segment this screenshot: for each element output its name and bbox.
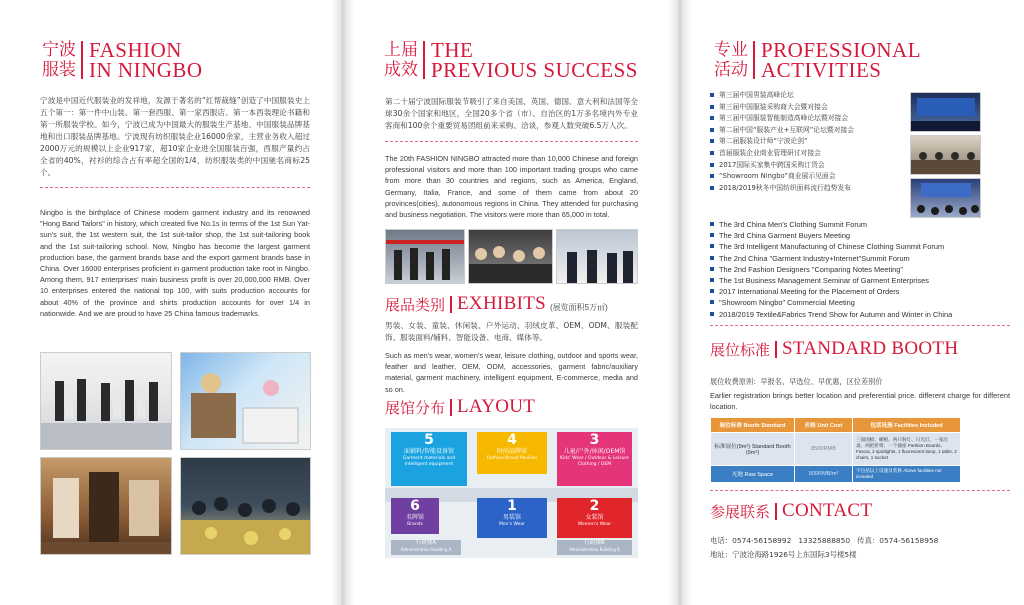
subheader-contact	[710, 500, 872, 522]
hall-number: 4	[507, 432, 517, 448]
hall-name-zh: 面辅料/智能设备馆	[403, 448, 455, 455]
exhibits-zh-text: 男装、女装、童装、休闲装、户外运动、羽绒皮革、OEM、ODM、服装配饰、服装面料/辅料、智能设备、电商、媒体等。	[385, 321, 638, 342]
dashed-divider	[710, 325, 1010, 326]
hall-name-en: Brands	[407, 522, 423, 527]
hall-name-en: Men's Wear	[498, 522, 526, 527]
header-en-line1: PROFESSIONAL	[761, 38, 922, 62]
subheader-divider	[450, 399, 452, 416]
header-zh: 宁波服装	[42, 40, 76, 80]
hall-2[interactable]	[557, 498, 632, 538]
crowd-illustration	[181, 458, 311, 555]
contact-en: CONTACT	[782, 500, 873, 521]
list-item: “Showroom Ningbo”商业展示见面会	[710, 171, 905, 183]
list-item: 第二届中国“服装产业+互联网”论坛暨对接会	[710, 125, 905, 137]
floor-plan	[385, 428, 638, 558]
admin-a-zh: 行政楼A	[415, 540, 437, 546]
photo-exhibition-stand	[180, 352, 311, 450]
hall-name-zh: 女装馆	[585, 514, 604, 521]
list-item: The 1st Business Management Seminar of Garment Enterprises	[710, 275, 1015, 286]
subheader-layout	[385, 396, 535, 418]
header-en	[761, 40, 921, 80]
photo-meeting-room	[910, 135, 981, 175]
boutique-illustration	[41, 458, 172, 555]
hall-name-zh: 男装馆	[502, 514, 521, 521]
table-cell: 不包括以上设施及装修 Above facilities not included	[853, 466, 961, 483]
list-item: The 2nd Fashion Designers "Comparing Notes Meeting"	[710, 264, 1015, 275]
list-item: The 2nd China "Garment Industry+Internet"Summit Forum	[710, 253, 1015, 264]
header-zh: 专业活动	[714, 40, 748, 80]
subheader-exhibits	[385, 293, 608, 315]
header-divider	[423, 41, 425, 79]
photo-runway-mannequins	[40, 352, 172, 450]
panel-professional-activities	[682, 0, 1024, 605]
header-en-line2: ACTIVITIES	[761, 58, 882, 82]
table-header: 包括设施 Facilities Included	[853, 418, 961, 433]
list-item: 第三届中国服装智能制造高峰论坛暨对接会	[710, 113, 905, 125]
photo-boutique-interior	[40, 457, 172, 555]
hall-5[interactable]	[391, 432, 467, 486]
contact-zh: 参展联系	[710, 502, 771, 521]
stage-illustration	[911, 93, 981, 132]
list-item: 第三届中国服装采购商大会暨对接会	[710, 102, 905, 114]
photo-ceremony	[385, 229, 465, 284]
officials-illustration	[557, 230, 638, 284]
admin-building-a	[391, 540, 461, 555]
list-item: "Showroom Ningbo" Commercial Meeting	[710, 297, 1015, 308]
contact-phone: 电话：0574-56158992 13325888850 传真：0574-56158958	[710, 536, 939, 545]
table-header: 展位标准 Booth Standard	[711, 418, 795, 433]
table-cell: 900RMB/m²	[795, 466, 853, 483]
layout-zh: 展馆分布	[385, 398, 446, 417]
page-fold-shadow	[345, 0, 355, 605]
audience-illustration	[911, 179, 981, 218]
dashed-divider	[385, 141, 638, 142]
list-item: 2017国际买家集中跨国采购订货会	[710, 160, 905, 172]
list-item: The 3rd China Men's Clothing Summit Forum	[710, 219, 1015, 230]
table-cell: 8500RMB	[795, 433, 853, 466]
intro-zh-text: 宁波是中国近代服装业的发祥地，发源于著名的“红帮裁缝”创造了中国服装史上五个第一：第一件中山装、第一套西服、第一家西服店、第一本西装理论书籍和第一所服装学校。如今，宁波已成为中国最大的服装生产基地、中国服装品牌基地和出口服装品牌基地。宁波现有纺织服装企业16000余家，主营业务收入超过2000万元的规模以上企业917家，超10家企业进全国服装百强，西服产量约占全省的40%，衬衫的综合占有率超全国的1/4，纺织服装类的中国驰名商标25个。	[40, 96, 310, 177]
exhibits-en-text: Such as men's wear, women's wear, leisure clothing, outdoor and sports wear, feather and leather, OEM, ODM, accessories, garment fabric/auxiliary material, garment machinery, intelligent equipment, E-commerce, media and so on.	[385, 351, 638, 394]
contact-address: 地址：宁波沧海路1926号上东国际3号楼5楼	[710, 550, 857, 559]
hall-number: 6	[410, 498, 420, 514]
hall-number: 5	[424, 432, 434, 448]
header-divider	[81, 41, 83, 79]
page-fold-shadow	[668, 0, 678, 605]
exhibits-en: EXHIBITS	[457, 293, 546, 314]
hall-name-en: Kids' Wear / Outdoor & Leisure Clothing / OEM	[560, 456, 629, 467]
list-item: 首届服装企业商业管理研讨对接会	[710, 148, 905, 160]
subheader-divider	[775, 503, 777, 520]
admin-a-en: Administration Building A	[400, 547, 452, 552]
layout-en: LAYOUT	[457, 396, 536, 417]
exhibits-zh: 展品类别	[385, 295, 446, 314]
success-zh-text: 第二十届宁波国际服装节吸引了来自美国、英国、德国、意大利和法国等全球30余个国家和地区，全国20多个省（市）、自治区的1万多名境内外专业客商和100余个重要贸易团组前来采购、洽谈，参观人数突破6.5万人次。	[385, 97, 638, 130]
list-item: The 3rd Intelligent Manufacturing of Chinese Clothing Summit Forum	[710, 241, 1015, 252]
booth-price-table	[710, 417, 961, 483]
table-cell: 光地 Raw Space	[711, 466, 795, 483]
hall-3[interactable]	[557, 432, 632, 486]
exhibits-area-note: (展览面积5万㎡)	[549, 302, 608, 312]
hall-name-zh: 时尚品牌馆	[496, 448, 527, 455]
list-item: 第三届中国男装高峰论坛	[710, 90, 905, 102]
table-cell: 三面围板、楣板、两只射灯、日光灯、一张洽桌、两把折椅、一个插座 Partition Boards, Fascia, 2 spotlights, 1 fluorescent lamp, 1 table, 2 chairs, 1 socket	[853, 433, 961, 466]
hall-name-zh: 儿童/户外/休闲/OEM馆	[563, 448, 626, 455]
photo-officials	[556, 229, 638, 284]
header-en-line2: IN NINGBO	[89, 58, 203, 82]
subheader-divider	[775, 341, 777, 358]
ceremony-illustration	[386, 230, 465, 284]
hall-number: 1	[507, 498, 517, 514]
admin-building-b	[557, 540, 632, 555]
hall-4[interactable]	[477, 432, 547, 474]
hall-name-en: Garment materials and intelligent equipment	[402, 456, 456, 467]
hall-number: 3	[589, 432, 600, 448]
hall-1[interactable]	[477, 498, 547, 538]
list-item: The 3rd China Garment Buyers Meeting	[710, 230, 1015, 241]
intro-en-text: Ningbo is the birthplace of Chinese modern garment industry and its renowned "Hong Band Tailors" in history, which created five No.1s in terms of the 1st Sun Yat-sun's suit, the 1st western suit, the 1st suit-tailor shop, the 1st suit-tailoring book and the 1st suit-tailoring school. Now, Ningbo has become the largest garment production base, the garment brands base and the export garment brands base in China. Over 16000 enterprises proficient in garment production take root in Ningbo. Among them, 917 enterprises' main business profit is over 20,000,000 RMB. Over 10 enterprises entered the national top 100, with suits production accounts for about 40% of the province and shirts production accounts for over 1/4 in nationwide. And we are proud to have 25 China famous trademarks.	[40, 208, 310, 318]
dashed-divider	[710, 490, 1010, 491]
photo-visitors	[468, 229, 553, 284]
booth-en-text: Earlier registration brings better location and preferential price. different charge for different location.	[710, 391, 1010, 412]
subheader-standard-booth	[710, 338, 958, 360]
section-header-previous	[380, 40, 638, 80]
mannequins-illustration	[41, 353, 172, 450]
booth-zh: 展位标准	[710, 340, 771, 359]
list-item: 第二届服装设计师“宁波论剑”	[710, 136, 905, 148]
activities-zh-list	[710, 90, 905, 194]
admin-b-zh: 行政楼B	[584, 540, 605, 546]
admin-b-en: Administration Building B	[569, 547, 620, 552]
dashed-divider	[40, 187, 310, 188]
page-fold-shadow	[682, 0, 692, 605]
list-item: 2018/2019 Textile&Fabrics Trend Show for Autumn and Winter in China	[710, 309, 1015, 320]
header-en-line1: FASHION	[89, 38, 182, 62]
header-divider	[753, 41, 755, 79]
header-en-line2: PREVIOUS SUCCESS	[431, 58, 638, 82]
hall-name-en: Women's Wear	[577, 522, 612, 527]
photo-crowd-event	[180, 457, 311, 555]
activities-en-list	[710, 219, 1015, 320]
booth-zh-text: 展位收费原则：早报名、早选位、早优惠，区位差别价	[710, 377, 883, 386]
page-fold-shadow	[331, 0, 341, 605]
photo-audience	[910, 178, 981, 218]
panel-fashion-in-ningbo	[0, 0, 341, 605]
success-en-text: The 20th FASHION NINGBO attracted more than 10,000 Chinese and foreign professional visitors and more than 100 important trading groups who came from more than 30 countries and regions, such as America, England, Germany, Italia, France, and some of them came from about 20 provinces(cities), autonomous regions in China. They attended for purchasing and business negotiation. The visitors were more than 65,000 in total.	[385, 154, 638, 220]
visitors-illustration	[469, 230, 553, 284]
list-item: 2018/2019秋冬中国纺织面料流行趋势发布	[710, 183, 905, 195]
hall-name-zh: 名牌馆	[405, 514, 424, 521]
header-zh: 上届成效	[384, 40, 418, 80]
hall-number: 2	[589, 498, 600, 514]
booth-en: STANDARD BOOTH	[782, 338, 959, 359]
subheader-divider	[450, 296, 452, 313]
list-item: 2017 International Meeting for the Placement of Orders	[710, 286, 1015, 297]
header-en-line1: THE	[431, 38, 474, 62]
panel-previous-success	[345, 0, 678, 605]
hall-6[interactable]	[391, 498, 439, 534]
section-header-fashion	[38, 40, 203, 80]
table-cell: 标准展位(9m²) Standard Booth (9m²)	[711, 433, 795, 466]
meeting-illustration	[911, 136, 981, 175]
hall-name-en: Fashion Brand Pavilion	[486, 456, 538, 461]
section-header-activities	[710, 40, 921, 80]
header-en	[89, 40, 203, 80]
stand-illustration	[181, 353, 311, 450]
photo-forum-stage	[910, 92, 981, 132]
header-en	[431, 40, 638, 80]
table-header: 价格 Unit Cost	[795, 418, 853, 433]
